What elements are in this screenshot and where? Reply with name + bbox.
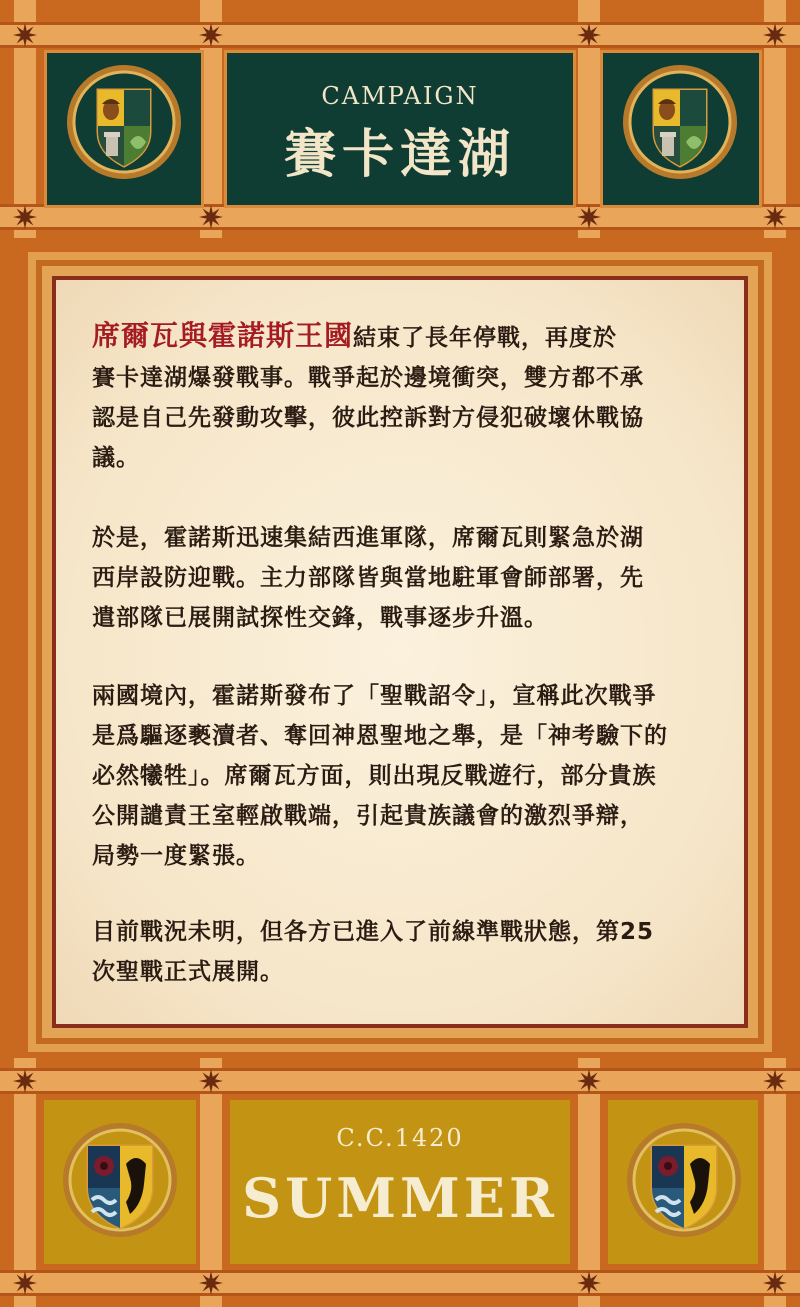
paragraph-text: 局勢一度緊張。 xyxy=(92,843,260,869)
eight-point-star-icon xyxy=(576,1270,602,1296)
eight-point-star-icon xyxy=(12,1270,38,1296)
paragraph-text: 必然犧牲」。席爾瓦方面，則出現反戰遊行，部分貴族 xyxy=(92,763,657,789)
story-paragraph-2 xyxy=(92,518,702,638)
eight-point-star-icon xyxy=(198,22,224,48)
paragraph-text: 議。 xyxy=(92,445,140,471)
paragraph-text: 是爲驅逐褻瀆者、奪回神恩聖地之舉，是「神考驗下的 xyxy=(92,723,668,749)
paragraph-text: 於是，霍諾斯迅速集結西進軍隊，席爾瓦則緊急於湖 xyxy=(92,525,644,551)
story-paragraph-1 xyxy=(92,316,702,478)
rose-lion-waves-crest-icon xyxy=(624,1118,744,1242)
paragraph-text: 遣部隊已展開試探性交鋒，戰事逐步升溫。 xyxy=(92,605,548,631)
eight-point-star-icon xyxy=(576,22,602,48)
eight-point-star-icon xyxy=(762,204,788,230)
eight-point-star-icon xyxy=(576,1068,602,1094)
paragraph-text: 結束了長年停戰，再度於 xyxy=(353,325,618,351)
eight-point-star-icon xyxy=(576,204,602,230)
story-paragraph-4 xyxy=(92,912,702,992)
acorn-tower-oak-crest-icon xyxy=(620,62,740,182)
kingdoms-highlight: 席爾瓦與霍諾斯王國 xyxy=(92,319,354,352)
eight-point-star-icon xyxy=(198,1270,224,1296)
eight-point-star-icon xyxy=(12,22,38,48)
paragraph-text: 賽卡達湖爆發戰事。戰爭起於邊境衝突，雙方都不承 xyxy=(92,365,644,391)
campaign-label: CAMPAIGN xyxy=(321,82,479,110)
season-title: SUMMER xyxy=(242,1166,558,1230)
header-banner xyxy=(0,0,800,240)
paragraph-text: 公開譴責王室輕啟戰端，引起貴族議會的激烈爭辯， xyxy=(92,803,644,829)
year-label: C.C.1420 xyxy=(336,1124,464,1152)
paragraph-text: 西岸設防迎戰。主力部隊皆與當地駐軍會師部署，先 xyxy=(92,565,644,591)
eight-point-star-icon xyxy=(198,1068,224,1094)
rose-lion-waves-crest-icon xyxy=(60,1118,180,1242)
paragraph-text: 目前戰況未明，但各方已進入了前線準戰狀態，第25 xyxy=(92,919,655,945)
paragraph-text: 認是自己先發動攻擊，彼此控訴對方侵犯破壞休戰協 xyxy=(92,405,644,431)
eight-point-star-icon xyxy=(762,1270,788,1296)
eight-point-star-icon xyxy=(12,204,38,230)
eight-point-star-icon xyxy=(12,1068,38,1094)
acorn-tower-oak-crest-icon xyxy=(64,62,184,182)
paragraph-text: 兩國境內，霍諾斯發布了「聖戰詔令」，宣稱此次戰爭 xyxy=(92,683,657,709)
story-paragraph-3 xyxy=(92,676,702,876)
eight-point-star-icon xyxy=(762,1068,788,1094)
eight-point-star-icon xyxy=(762,22,788,48)
paragraph-text: 次聖戰正式展開。 xyxy=(92,959,284,985)
eight-point-star-icon xyxy=(198,204,224,230)
campaign-title: 賽卡達湖 xyxy=(283,124,516,185)
